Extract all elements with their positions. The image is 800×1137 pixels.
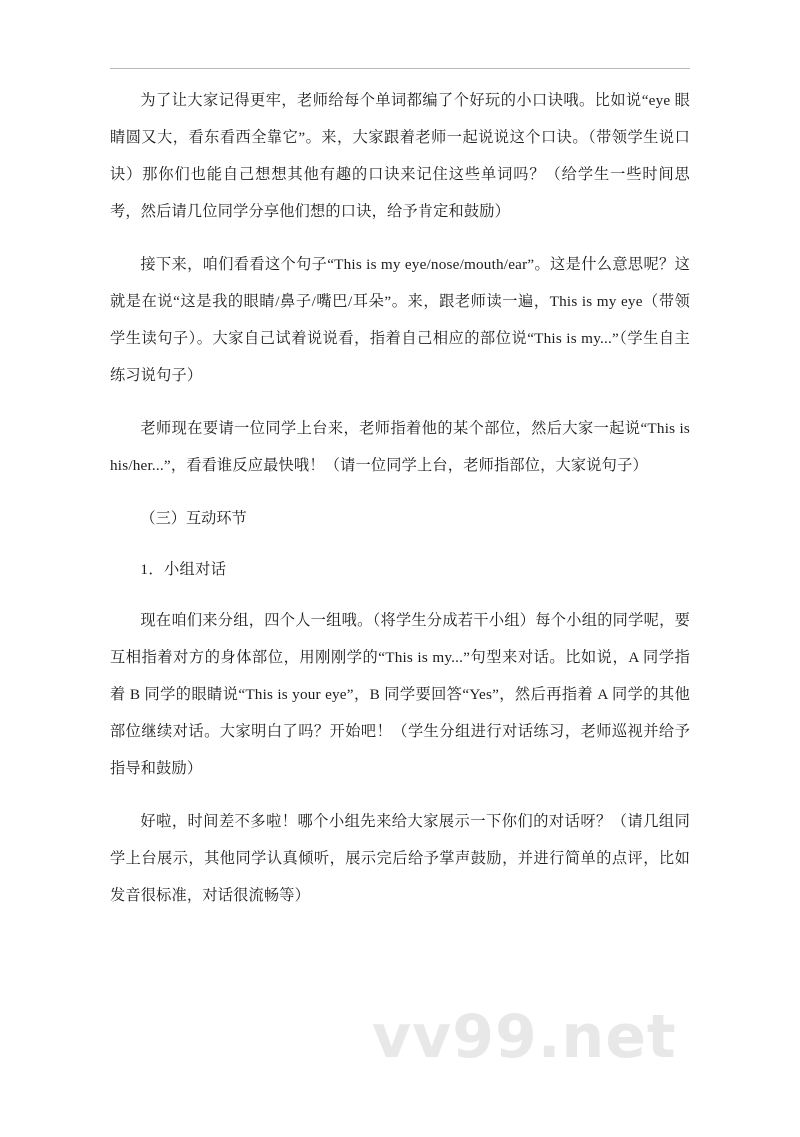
paragraph-sentence-pattern: 接下来，咱们看看这个句子“This is my eye/nose/mouth/ear”。这是什么意思呢？这就是在说“这是我的眼睛/鼻子/嘴巴/耳朵”。来，跟老师读一遍，This is my eye（带领学生读句子）。大家自己试着说说看，指着自己相应的部位说“This is my...”（学生自主练习说句子） bbox=[110, 256, 690, 384]
paragraph-mnemonic: 为了让大家记得更牢，老师给每个单词都编了个好玩的小口诀哦。比如说“eye 眼睛圆又大，看东看西全靠它”。来，大家跟着老师一起说说这个口诀。（带领学生说口诀）那你们也能自己想想其他有趣的口诀来记住这些单词吗？（给学生一些时间思考，然后请几位同学分享他们想的口诀，给予肯定和鼓励） bbox=[110, 92, 690, 220]
paragraph-presentation: 好啦，时间差不多啦！哪个小组先来给大家展示一下你们的对话呀？（请几组同学上台展示，其他同学认真倾听，展示完后给予掌声鼓励，并进行简单的点评，比如发音很标准，对话很流畅等） bbox=[110, 813, 690, 904]
list-item-group-dialogue: 1．小组对话 bbox=[140, 561, 227, 578]
watermark-text: vv99.net bbox=[372, 1002, 677, 1072]
document-body bbox=[110, 82, 690, 930]
paragraph-grouping: 现在咱们来分组，四个人一组哦。（将学生分成若干小组）每个小组的同学呢，要互相指着对方的身体部位，用刚刚学的“This is my...”句型来对话。比如说，A 同学指着 B 同学的眼睛说“This is your eye”，B 同学要回答“Yes”，然后再指着 A 同学的其他部位继续对话。大家明白了吗？开始吧！（学生分组进行对话练习，老师巡视并给予指导和鼓励） bbox=[110, 612, 690, 777]
page-top-rule bbox=[110, 68, 690, 69]
paragraph-volunteer: 老师现在要请一位同学上台来，老师指着他的某个部位，然后大家一起说“This is his/her...”，看看谁反应最快哦！（请一位同学上台，老师指部位，大家说句子） bbox=[110, 420, 690, 474]
section-heading-interaction: （三）互动环节 bbox=[140, 510, 247, 527]
